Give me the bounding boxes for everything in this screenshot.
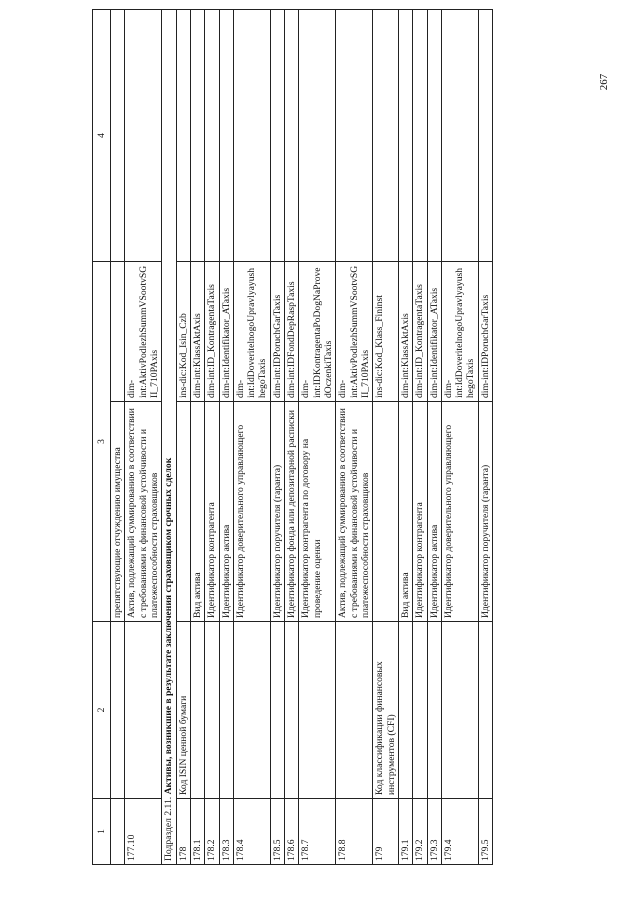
cell-description: Идентификатор контрагента (413, 402, 427, 622)
table-row (190, 9, 204, 864)
cell-description: Идентификатор фонда или депозитарной расписки (285, 402, 299, 622)
table-row (125, 9, 162, 864)
section-row (162, 9, 176, 864)
cell-name: Код классификации финансовых инструментов (CFI) (373, 622, 399, 799)
cell-dim: dim-int:IDKontragentaPoDogNaProvedOczenkiTaxis (299, 261, 336, 401)
table-row (205, 9, 219, 864)
table-row (285, 9, 299, 864)
cell-name (219, 622, 233, 799)
cell-name (205, 622, 219, 799)
cell-dim (111, 261, 125, 401)
cell-dim: dim-int:AktivPodlezhSummVSootvSGII_710PAxis (125, 261, 162, 401)
cell-description: Идентификатор доверительного управляющего (441, 402, 478, 622)
table-row (336, 9, 373, 864)
cell-code: 179.4 (441, 799, 478, 865)
section-prefix: Подраздел 2.11. (163, 796, 175, 861)
cell-code: 179 (373, 799, 399, 865)
cell-axis (176, 9, 190, 261)
table-row (270, 9, 284, 864)
header-col-2: 2 (93, 622, 111, 799)
cell-axis (270, 9, 284, 261)
cell-name (190, 622, 204, 799)
table-row (219, 9, 233, 864)
cell-name (336, 622, 373, 799)
cell-axis (398, 9, 412, 261)
cell-description: Вид актива (190, 402, 204, 622)
cell-dim: dim-int:Identifikator_ATaxis (427, 261, 441, 401)
cell-description: препятствующие отчуждению имущества (111, 402, 125, 622)
cell-code: 178.4 (233, 799, 270, 865)
table-row (398, 9, 412, 864)
table-row (478, 9, 492, 864)
table-row (413, 9, 427, 864)
cell-description: Актив, подлежащий суммированию в соответствии с требованиями к финансовой устойчивости и платежеспособности страховщиков (125, 402, 162, 622)
cell-code: 177.10 (125, 799, 162, 865)
cell-dim: dim-int:IDPoruchGarTaxis (270, 261, 284, 401)
table-row (299, 9, 336, 864)
cell-name (427, 622, 441, 799)
cell-code: 178.3 (219, 799, 233, 865)
cell-axis (125, 9, 162, 261)
table-row (233, 9, 270, 864)
cell-name (285, 622, 299, 799)
table-row (176, 9, 190, 864)
cell-dim: dim-int:IDPoruchGarTaxis (478, 261, 492, 401)
cell-code: 179.3 (427, 799, 441, 865)
cell-dim: dim-int:IdDoveritelnogoUpravlyayushhegoTaxis (441, 261, 478, 401)
cell-code: 178.1 (190, 799, 204, 865)
cell-description: Вид актива (398, 402, 412, 622)
cell-description (373, 402, 399, 622)
cell-name: Код ISIN ценной бумаги (176, 622, 190, 799)
cell-axis (190, 9, 204, 261)
cell-description: Актив, подлежащий суммированию в соответствии с требованиями к финансовой устойчивости и платежеспособности страховщиков (336, 402, 373, 622)
cell-dim: dim-int:ID_KontragentaTaxis (413, 261, 427, 401)
cell-name (270, 622, 284, 799)
cell-code: 178.8 (336, 799, 373, 865)
cell-description (176, 402, 190, 622)
table-body (93, 9, 493, 864)
cell-axis (111, 9, 125, 261)
cell-dim: dim-int:IDFondDepRaspTaxis (285, 261, 299, 401)
cell-name (478, 622, 492, 799)
cell-axis (441, 9, 478, 261)
cell-axis (205, 9, 219, 261)
cell-axis (285, 9, 299, 261)
page-number: 267 (598, 73, 610, 91)
cell-description: Идентификатор поручителя (гаранта) (270, 402, 284, 622)
cell-code: 178.2 (205, 799, 219, 865)
header-col-4: 4 (93, 9, 111, 261)
cell-axis (219, 9, 233, 261)
cell-name (398, 622, 412, 799)
cell-dim: dim-int:KlassAktAxis (398, 261, 412, 401)
cell-description: Идентификатор контрагента (205, 402, 219, 622)
cell-description: Идентификатор доверительного управляющего (233, 402, 270, 622)
cell-dim: dim-int:IdDoveritelnogoUpravlyayushhegoTaxis (233, 261, 270, 401)
cell-code (111, 799, 125, 865)
cell-axis (299, 9, 336, 261)
cell-dim: dim-int:Identifikator_ATaxis (219, 261, 233, 401)
cell-name (413, 622, 427, 799)
cell-description: Идентификатор поручителя (гаранта) (478, 402, 492, 622)
cell-name (111, 622, 125, 799)
cell-axis (336, 9, 373, 261)
cell-axis (413, 9, 427, 261)
cell-dim: ins-dic:Kod_Isin_Czb (176, 261, 190, 401)
table-row (111, 9, 125, 864)
cell-name (125, 622, 162, 799)
section-title (162, 9, 176, 864)
cell-code: 179.1 (398, 799, 412, 865)
cell-code: 178.7 (299, 799, 336, 865)
cell-axis (373, 9, 399, 261)
table-row (427, 9, 441, 864)
cell-code: 178.6 (285, 799, 299, 865)
cell-code: 179.5 (478, 799, 492, 865)
cell-code: 178.5 (270, 799, 284, 865)
header-col-1: 1 (93, 799, 111, 865)
header-row (93, 9, 111, 864)
document-table (92, 9, 493, 865)
cell-dim: dim-int:KlassAktAxis (190, 261, 204, 401)
cell-dim: dim-int:AktivPodlezhSummVSootvSGII_710PAxis (336, 261, 373, 401)
cell-dim: ins-dic:Kod_Klass_Fininst (373, 261, 399, 401)
cell-name (233, 622, 270, 799)
cell-code: 179.2 (413, 799, 427, 865)
cell-axis (233, 9, 270, 261)
cell-description: Идентификатор контрагента по договору на проведение оценки (299, 402, 336, 622)
rotated-page (92, 10, 540, 865)
table-row (373, 9, 399, 864)
header-col-3: 3 (93, 261, 111, 621)
cell-name (299, 622, 336, 799)
cell-description: Идентификатор актива (427, 402, 441, 622)
cell-name (441, 622, 478, 799)
cell-axis (478, 9, 492, 261)
section-heading: Активы, возникшие в результате заключения страховщиком срочных сделок (163, 457, 175, 795)
table-row (441, 9, 478, 864)
cell-axis (427, 9, 441, 261)
cell-description: Идентификатор актива (219, 402, 233, 622)
cell-dim: dim-int:ID_KontragentaTaxis (205, 261, 219, 401)
cell-code: 178 (176, 799, 190, 865)
